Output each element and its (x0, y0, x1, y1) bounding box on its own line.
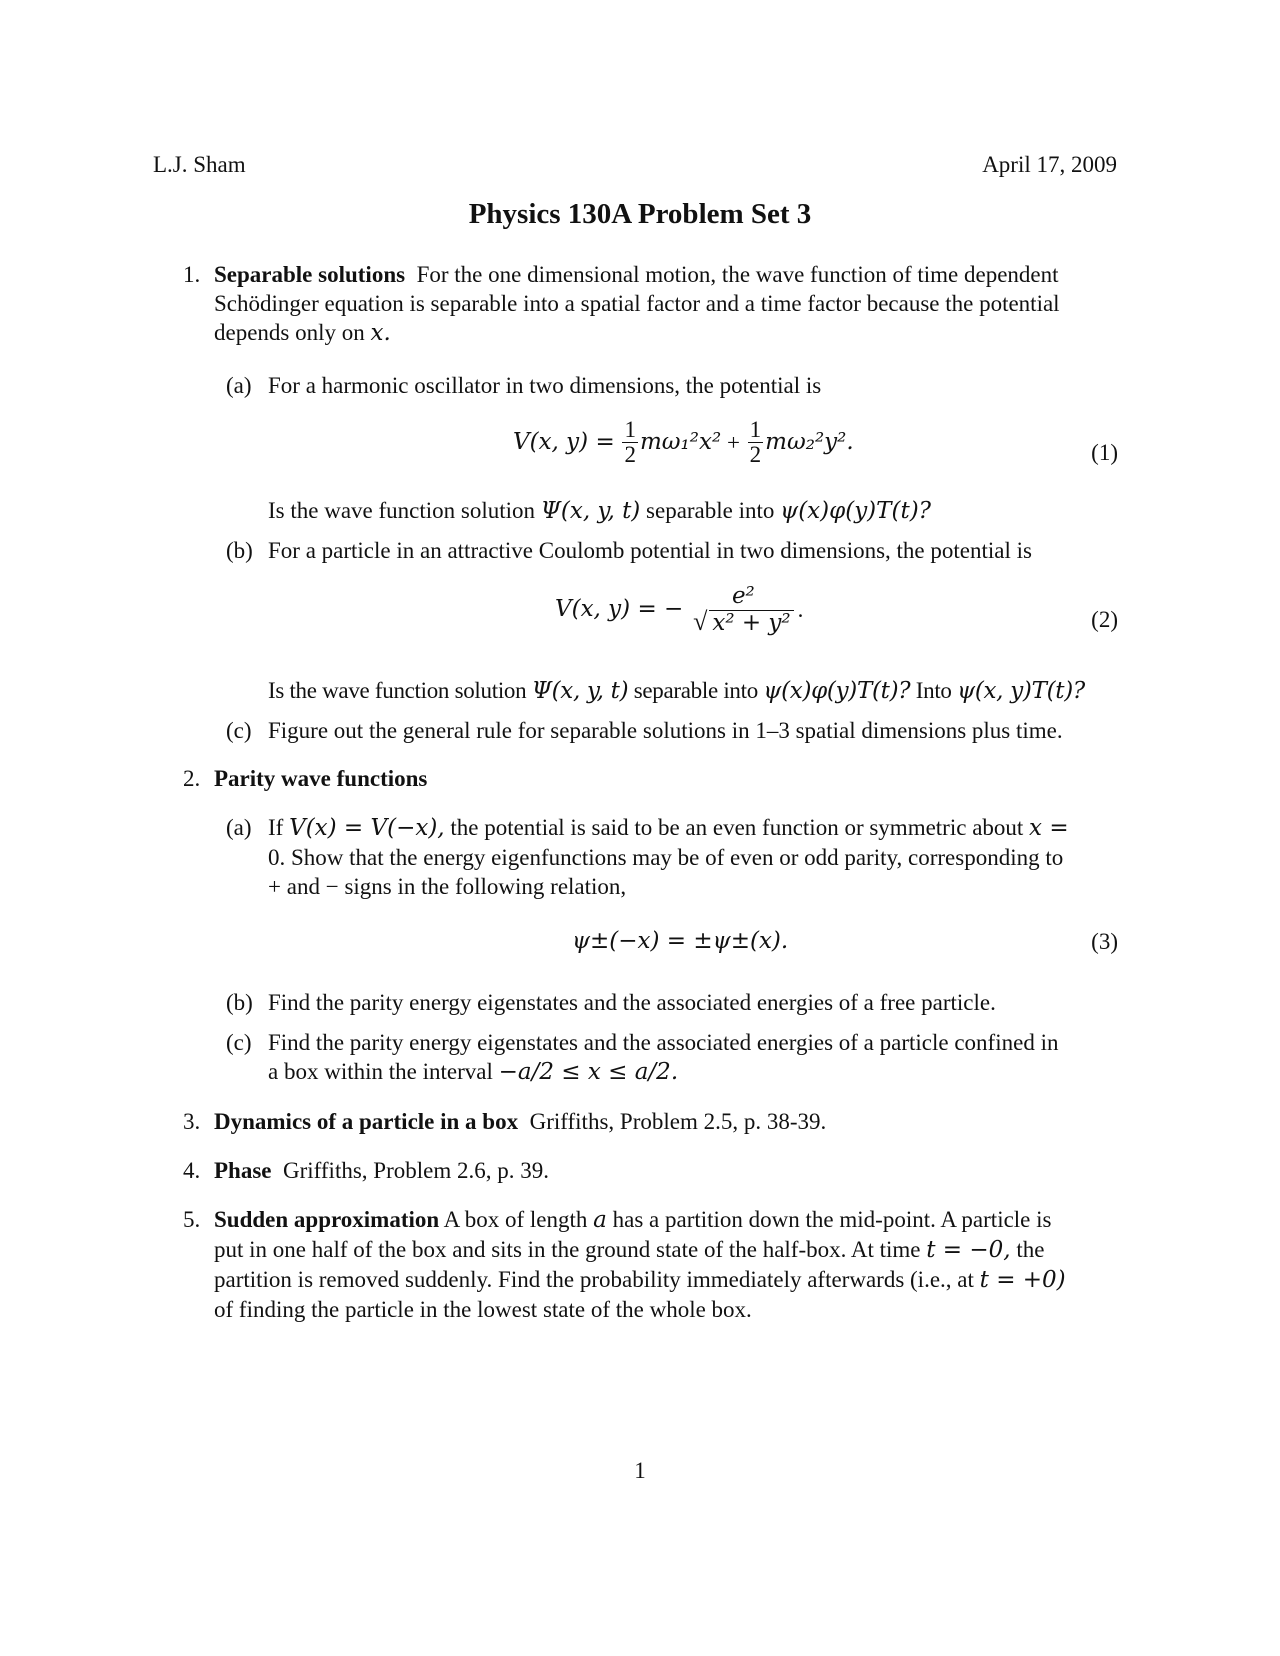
problem-2-heading: Parity wave functions (214, 766, 428, 791)
problem-1-intro: Separable solutions For the one dimensional motion, the wave function of time dependent Schödinger equation is separable into a spatial factor and a time factor because the potential depends only on x. (214, 262, 1060, 346)
problem-3-number: 3. (183, 1109, 201, 1134)
problem-2c-text: Find the parity energy eigenstates and the associated energies of a particle confined in a box within the interval −a/2 ≤ x ≤ a/2. (268, 1030, 1059, 1085)
problem-5-text: Sudden approximation A box of length a has a partition down the mid-point. A particle is put in one half of the box and sits in the ground state of the half-box. At time t = −0, the partition is removed suddenly. Find the probability immediately afterwards (i.e., at t = +0) of finding the particle in the lowest state of the whole box. (214, 1207, 1066, 1322)
problem-1-heading: Separable solutions (214, 262, 406, 287)
problem-1b-question: Is the wave function solution Ψ(x, y, t) separable into ψ(x)φ(y)T(t)? Into ψ(x, y)T(t)? (268, 678, 1085, 704)
equation-1: V(x, y) = $\frac{1}{2}$ mω₁²x² + $\frac{1}{2}$ mω₂²y². (513, 417, 854, 467)
problem-1-number: 1. (183, 262, 201, 287)
equation-1-number: (1) (1091, 440, 1118, 465)
problem-1a-question: Is the wave function solution Ψ(x, y, t) separable into ψ(x)φ(y)T(t)? (268, 498, 932, 524)
equation-3: ψ±(−x) = ±ψ±(x). (572, 928, 789, 954)
problem-2-number: 2. (183, 766, 201, 791)
problem-1b-text: For a particle in an attractive Coulomb potential in two dimensions, the potential is (268, 538, 1032, 563)
equation-1-frac-a: $\frac{1}{2}$ (624, 417, 636, 467)
equation-3-number: (3) (1091, 929, 1118, 954)
author: L.J. Sham (153, 152, 246, 177)
page-title: Physics 130A Problem Set 3 (468, 198, 812, 230)
problem-1c-label: (c) (226, 718, 252, 743)
problem-1b-label: (b) (226, 538, 253, 563)
equation-2-frac: e² √ x² + y² (691, 584, 796, 635)
problem-2b-text: Find the parity energy eigenstates and the associated energies of a free particle. (268, 990, 996, 1015)
problem-2a-text: If V(x) = V(−x), the potential is said to be an even function or symmetric about x = 0. Show that the energy eigenfunctions may be of even or odd parity, corresponding to + and − signs in the following relation, (268, 815, 1069, 899)
problem-1c-text: Figure out the general rule for separable solutions in 1–3 spatial dimensions plus time. (268, 718, 1063, 743)
equation-2: V(x, y) = − e² √ x² + y² . (555, 583, 804, 636)
date: April 17, 2009 (982, 152, 1117, 177)
problem-2c-label: (c) (226, 1030, 252, 1055)
problem-2b-label: (b) (226, 990, 253, 1015)
equation-2-number: (2) (1091, 607, 1118, 632)
problem-5-number: 5. (183, 1207, 201, 1232)
problem-1a-text: For a harmonic oscillator in two dimensions, the potential is (268, 373, 822, 398)
problem-4-text: Phase Griffiths, Problem 2.6, p. 39. (214, 1158, 549, 1183)
equation-1-frac-b: $\frac{1}{2}$ (749, 417, 762, 467)
page-number: 1 (634, 1458, 646, 1483)
problem-1a-label: (a) (226, 373, 252, 398)
problem-3-text: Dynamics of a particle in a box Griffiths, Problem 2.5, p. 38-39. (214, 1109, 827, 1134)
problem-4-number: 4. (183, 1158, 201, 1183)
problem-2a-label: (a) (226, 815, 252, 840)
